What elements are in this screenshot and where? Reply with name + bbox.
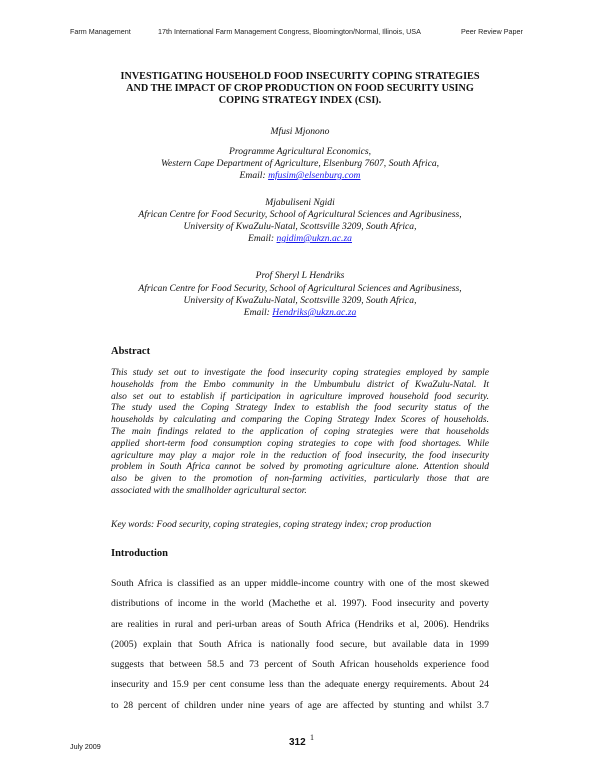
introduction-line: distributions of income in the world (Machethe et al. 1997). Food insecurity and poverty <box>111 598 489 610</box>
abstract-line: also set out to establish if participation in agriculture improved household food security. <box>111 391 489 402</box>
abstract-line: The study used the Coping Strategy Index to establish the food security status of the <box>111 403 489 414</box>
abstract-heading: Abstract <box>111 346 151 357</box>
introduction-line: to 28 percent of children under nine years of age are affected by stunting and whilst 3.7 <box>111 699 489 711</box>
keywords: Key words: Food security, coping strategies, coping strategy index; crop production <box>111 520 432 530</box>
footer-date: July 2009 <box>70 742 101 751</box>
email-label: Email: <box>243 307 270 318</box>
abstract-line: households by calculating and comparing the Coping Strategy Index Scores of households. <box>111 415 489 426</box>
introduction-heading: Introduction <box>111 548 168 559</box>
author-name: Mfusi Mjonono <box>270 126 330 137</box>
abstract-line: associated with the smallholder agricultural sector. <box>111 485 307 496</box>
email-label: Email: <box>239 170 266 181</box>
introduction-line: suggests that between 58.5 and 73 percent of South African households experience food <box>111 659 489 671</box>
author-name: Prof Sheryl L Hendriks <box>255 270 345 281</box>
email-link[interactable]: mfusim@elsenburg.com <box>268 170 361 181</box>
author-affiliation <box>60 209 540 245</box>
header-left: Farm Management <box>70 27 131 36</box>
abstract-line: The main findings related to the application of coping strategies were that households <box>111 426 489 437</box>
abstract-body <box>111 368 489 498</box>
introduction-line: are realities in rural and peri-urban areas of South Africa (Hendriks et al, 2006). Hendriks <box>111 618 489 630</box>
affiliation-line: University of KwaZulu-Natal, Scottsville 3209, South Africa, <box>183 221 417 232</box>
introduction-line: South Africa is classified as an upper middle-income country with one of the most skewed <box>111 578 489 589</box>
email-line <box>60 307 540 319</box>
author-affiliation <box>60 283 540 319</box>
affiliation-line: University of KwaZulu-Natal, Scottsville 3209, South Africa, <box>183 295 417 306</box>
header-right: Peer Review Paper <box>461 27 523 36</box>
author-affiliation <box>60 146 540 182</box>
introduction-body <box>111 574 489 716</box>
affiliation-line: Programme Agricultural Economics, <box>228 146 372 157</box>
page-number: 312 <box>289 737 306 748</box>
abstract-line: agriculture may play a major role in the reduction of food insecurity, the food insecurity <box>111 450 489 461</box>
footnote-mark: 1 <box>310 733 314 742</box>
email-line <box>60 233 540 245</box>
affiliation-line: Western Cape Department of Agriculture, Elsenburg 7607, South Africa, <box>160 158 440 169</box>
paper-title <box>80 71 520 107</box>
title-line: INVESTIGATING HOUSEHOLD FOOD INSECURITY COPING STRATEGIES <box>120 71 480 82</box>
email-line <box>60 170 540 182</box>
abstract-line: applied short-term food consumption coping strategies to cope with food shortages. While <box>111 438 489 449</box>
abstract-line: problem in South Africa cannot be solved by promoting agriculture alone. Attention should <box>111 462 489 473</box>
abstract-line: also be given to the promotion of non-farming activities, particularly those that are <box>111 474 489 485</box>
abstract-line: This study set out to investigate the food insecurity coping strategies employed by sample <box>111 368 489 378</box>
header-center: 17th International Farm Management Congress, Bloomington/Normal, Illinois, USA <box>158 27 421 36</box>
abstract-line: households from the Embo community in the Umbumbulu district of KwaZulu-Natal. It <box>111 379 489 390</box>
affiliation-line: African Centre for Food Security, School of Agricultural Sciences and Agribusiness, <box>138 283 462 294</box>
affiliation-line: African Centre for Food Security, School of Agricultural Sciences and Agribusiness, <box>138 209 462 220</box>
introduction-line: insecurity and 15.9 per cent consume less than the adequate energy requirements. About 24 <box>111 679 489 691</box>
email-link[interactable]: Hendriks@ukzn.ac.za <box>272 307 357 318</box>
email-label: Email: <box>248 233 275 244</box>
title-line: AND THE IMPACT OF CROP PRODUCTION ON FOOD SECURITY USING <box>126 83 474 94</box>
introduction-line: (2005) explain that South Africa is nationally food secure, but available data in 1999 <box>111 638 489 650</box>
email-link[interactable]: ngidim@ukzn.ac.za <box>276 233 352 244</box>
author-name: Mjabuliseni Ngidi <box>265 197 335 208</box>
title-line: COPING STRATEGY INDEX (CSI). <box>218 95 382 106</box>
